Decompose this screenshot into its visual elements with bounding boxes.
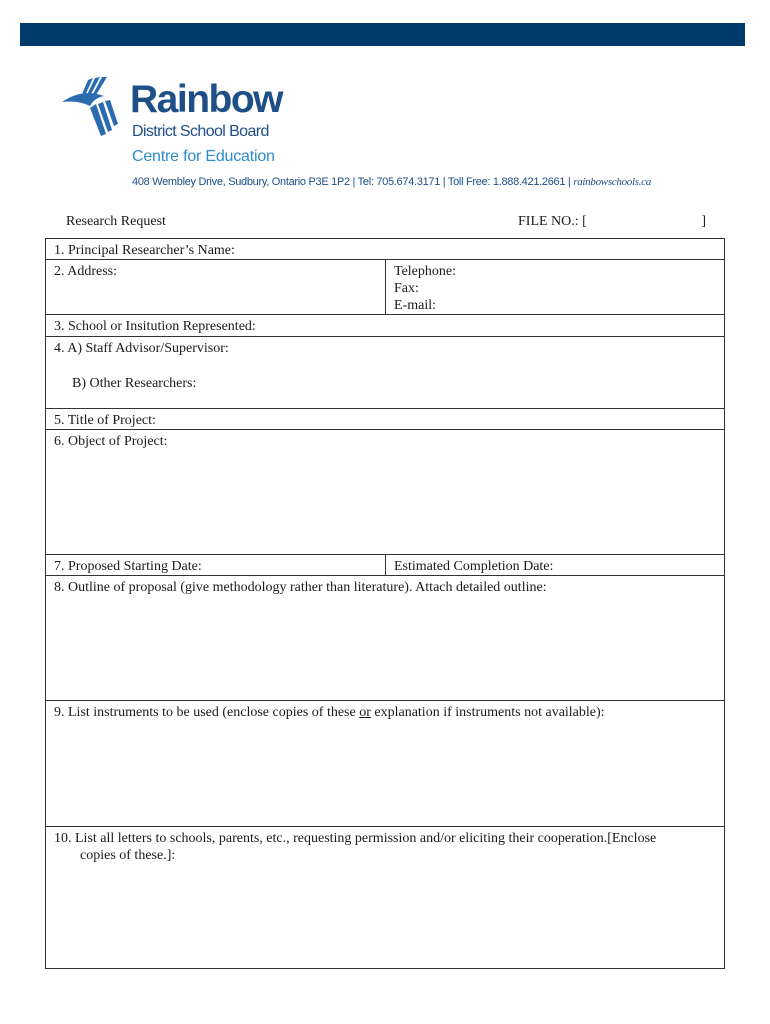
row-outline[interactable] [46,576,724,701]
brand-name: Rainbow [130,78,282,121]
institution-label: 3. School or Insitution Represented: [54,319,256,334]
row-dates[interactable] [46,555,724,576]
principal-researcher-label: 1. Principal Researcher’s Name: [54,243,235,258]
outline-label: 8. Outline of proposal (give methodology rather than literature). Attach detailed outline: [54,580,547,595]
brand-subtitle: District School Board [132,123,269,140]
completion-date-cell[interactable] [385,555,724,575]
logo [60,74,680,194]
row-instruments[interactable] [46,701,724,827]
instruments-label [54,704,724,721]
start-date-cell[interactable] [46,555,385,575]
contact-address: 408 Wembley Drive, Sudbury, Ontario P3E 1P2 | Tel: 705.674.3171 | Toll Free: 1.888.421.2661 | [132,176,571,188]
document-title: Research Request [66,214,166,229]
start-date-label: 7. Proposed Starting Date: [54,559,202,574]
website-link[interactable]: rainbowschools.ca [573,176,651,188]
address-label: 2. Address: [54,264,117,279]
row-project-title[interactable] [46,409,724,430]
project-object-label: 6. Object of Project: [54,434,168,449]
research-request-form [45,238,725,969]
contact-cell[interactable] [385,260,724,314]
rainbow-logo-icon [60,74,134,140]
instruments-label-or: or [359,705,371,720]
header-bar [20,23,745,46]
file-number [518,214,706,230]
row-advisor[interactable] [46,337,724,409]
file-number-label: FILE NO.: [ [518,214,587,229]
file-number-close: ] [701,214,706,229]
contact-line [132,176,651,189]
row-address[interactable] [46,260,724,315]
row-letters[interactable] [46,827,724,968]
row-institution[interactable] [46,315,724,337]
letters-label-line2: copies of these.]: [80,848,176,863]
other-researchers-label: B) Other Researchers: [72,376,197,391]
fax-label: Fax: [394,281,419,296]
row-principal-researcher[interactable] [46,239,724,260]
instruments-label-start: 9. List instruments to be used (enclose copies of these [54,705,360,720]
email-label: E-mail: [394,298,436,313]
row-project-object[interactable] [46,430,724,555]
instruments-label-end: explanation if instruments not available): [370,705,605,720]
project-title-label: 5. Title of Project: [54,413,156,428]
completion-date-label: Estimated Completion Date: [394,559,554,574]
telephone-label: Telephone: [394,264,456,279]
centre-name: Centre for Education [132,148,275,165]
staff-advisor-label: 4. A) Staff Advisor/Supervisor: [54,341,229,356]
letters-label-line1: 10. List all letters to schools, parents, etc., requesting permission and/or eliciting their cooperation.[Enclose [54,831,657,846]
